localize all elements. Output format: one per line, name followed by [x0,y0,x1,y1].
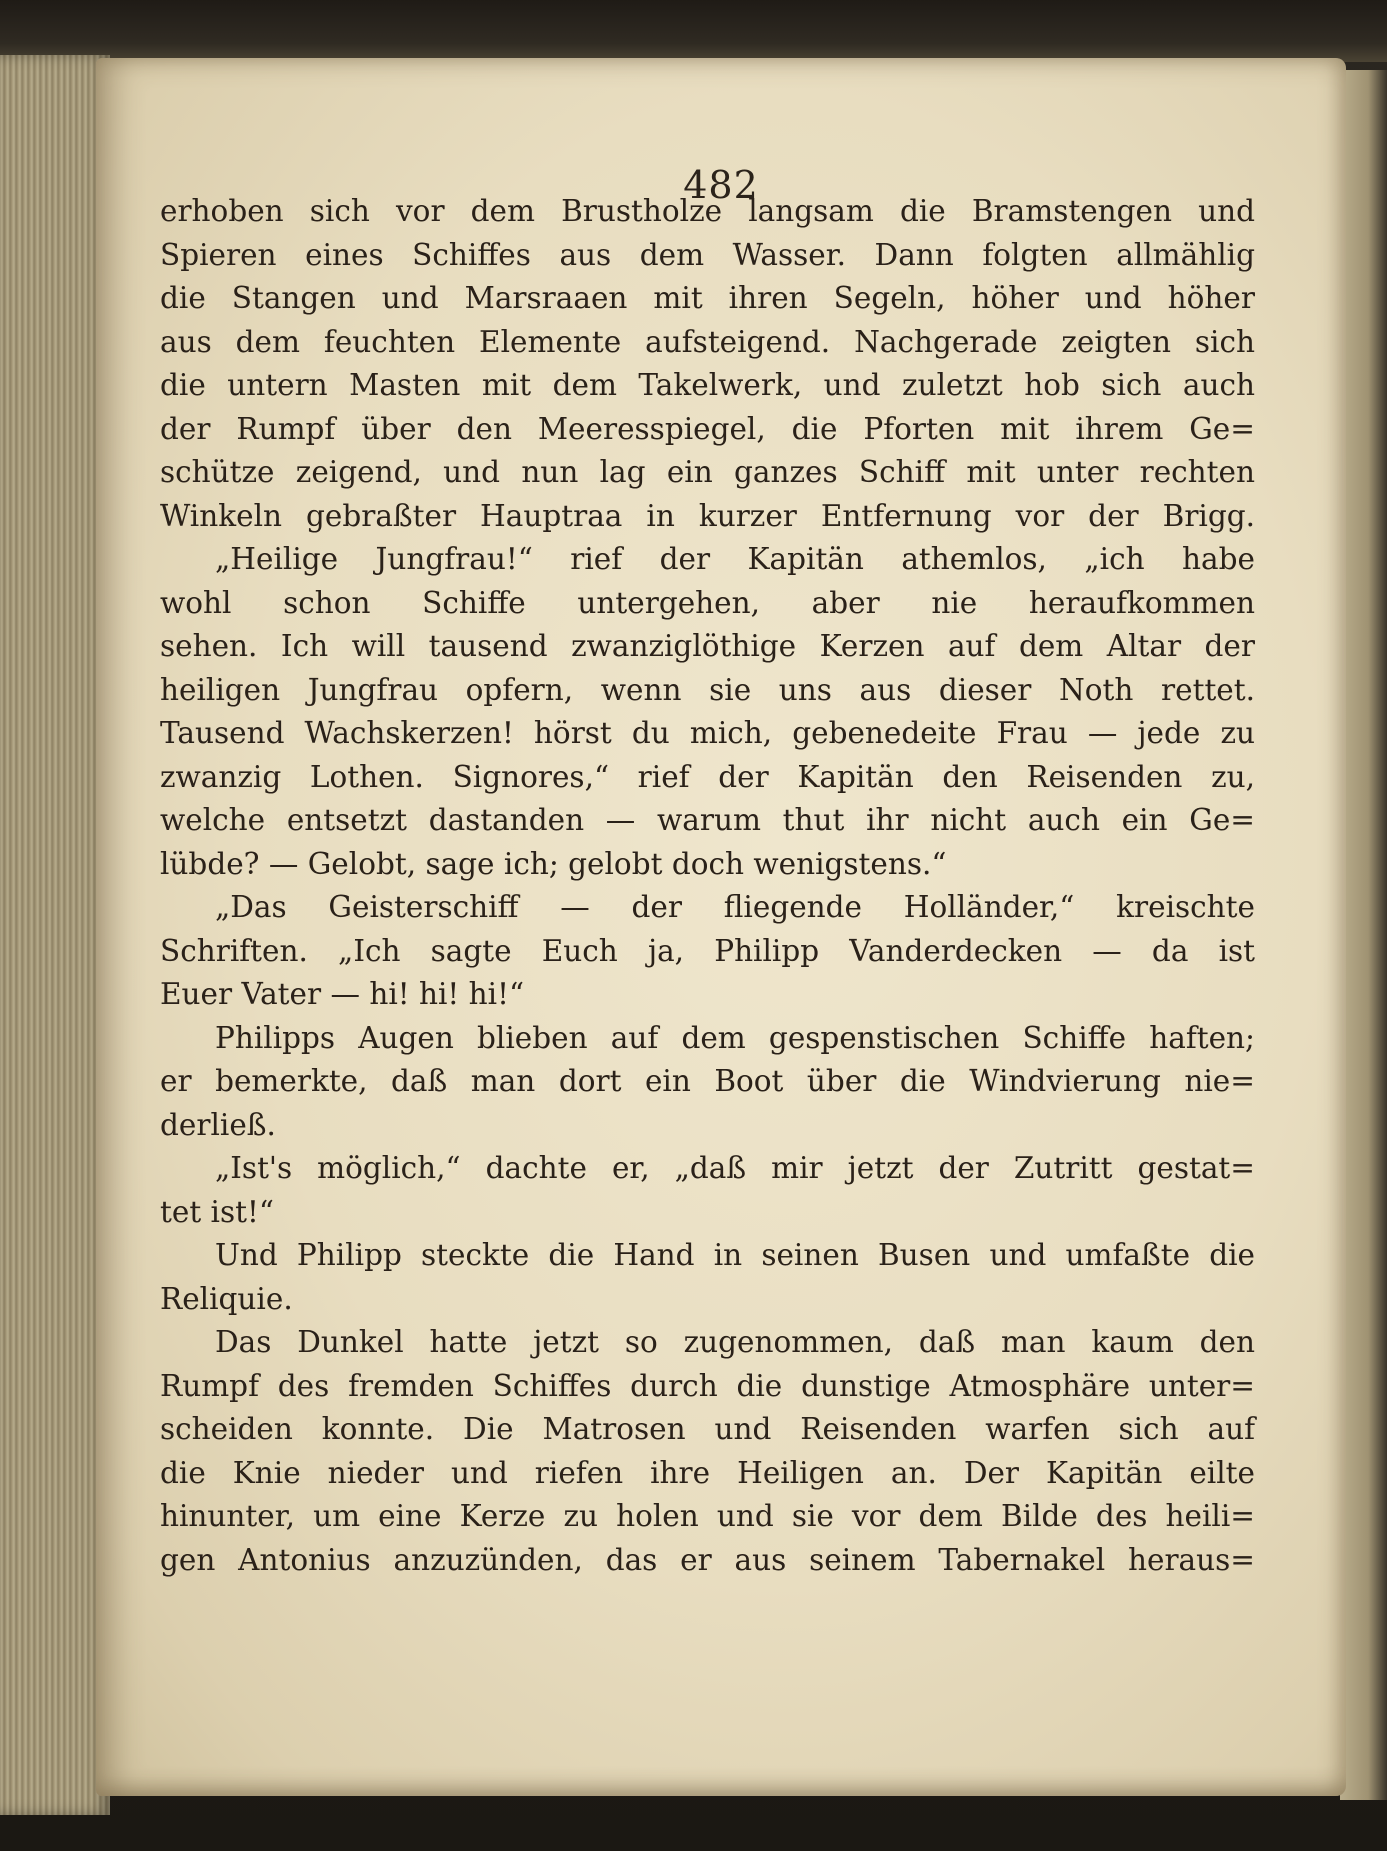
text-line: hinunter, um eine Kerze zu holen und sie vor dem Bilde des heili= [160,1499,1255,1533]
text-line: Schriften. „Ich sagte Euch ja, Philipp Vanderdecken — da ist [160,933,1255,968]
text-line: welche entsetzt dastanden — warum thut ihr nicht auch ein Ge= [160,803,1255,837]
text-line: der Rumpf über den Meeresspiegel, die Pforten mit ihrem Ge= [160,411,1255,446]
text-line: zwanzig Lothen. Signores,“ rief der Kapitän den Reisenden zu, [160,759,1255,794]
text-line: „Heilige Jungfrau!“ rief der Kapitän athemlos, „ich habe [215,542,1255,576]
paragraph [160,538,1255,886]
page-number: 482 [683,163,759,207]
paragraph [160,1234,1255,1321]
text-line: Euer Vater — hi! hi! hi!“ [160,977,525,1011]
text-line: er bemerkte, daß man dort ein Boot über die Windvierung nie= [160,1064,1255,1098]
paragraph [160,1017,1255,1148]
text-line: „Das Geisterschiff — der fliegende Holländer,“ kreischte [215,890,1255,924]
text-line: Das Dunkel hatte jetzt so zugenommen, daß man kaum den [215,1325,1255,1359]
text-line: aus dem feuchten Elemente aufsteigend. Nachgerade zeigten sich [160,324,1255,359]
text-line: die Stangen und Marsraaen mit ihren Segeln, höher und höher [160,281,1255,315]
book-cover-top [0,0,1387,62]
text-line: schütze zeigend, und nun lag ein ganzes Schiff mit unter rechten [160,455,1255,489]
text-line: Und Philipp steckte die Hand in seinen Busen und umfaßte die [215,1238,1255,1272]
paragraph [160,190,1255,538]
text-line: tet ist!“ [160,1194,274,1229]
text-line: gen Antonius anzuzünden, das er aus seinem Tabernakel heraus= [160,1542,1255,1577]
text-line: erhoben sich vor dem Brustholze langsam die Bramstengen und [160,194,1255,228]
paragraph [160,1147,1255,1234]
paragraph [160,886,1255,1017]
text-line: scheiden konnte. Die Matrosen und Reisenden warfen sich auf [160,1412,1255,1446]
text-line: sehen. Ich will tausend zwanziglöthige Kerzen auf dem Altar der [160,629,1255,663]
text-line: Tausend Wachskerzen! hörst du mich, gebenedeite Frau — jede zu [160,716,1255,750]
text-line: die untern Masten mit dem Takelwerk, und zuletzt hob sich auch [160,368,1255,402]
text-line: heiligen Jungfrau opfern, wenn sie uns aus dieser Noth rettet. [160,672,1255,707]
text-line: lübde? — Gelobt, sage ich; gelobt doch wenigstens.“ [160,846,947,881]
page-body-text [160,190,1255,1582]
page-edges-right [1340,70,1387,1800]
paragraph [160,1321,1255,1582]
text-line: derließ. [160,1107,276,1142]
text-line: „Ist's möglich,“ dachte er, „daß mir jetzt der Zutritt gestat= [215,1151,1255,1185]
page-edges-left [0,55,110,1815]
text-line: wohl schon Schiffe untergehen, aber nie heraufkommen [160,585,1255,620]
text-line: Reliquie. [160,1281,293,1316]
text-line: die Knie nieder und riefen ihre Heiligen an. Der Kapitän eilte [160,1455,1255,1490]
text-line: Philipps Augen blieben auf dem gespenstischen Schiffe haften; [215,1020,1255,1055]
text-line: Rumpf des fremden Schiffes durch die dunstige Atmosphäre unter= [160,1368,1255,1403]
text-line: Winkeln gebraßter Hauptraa in kurzer Entfernung vor der Brigg. [160,498,1255,533]
text-line: Spieren eines Schiffes aus dem Wasser. Dann folgten allmählig [160,237,1255,272]
